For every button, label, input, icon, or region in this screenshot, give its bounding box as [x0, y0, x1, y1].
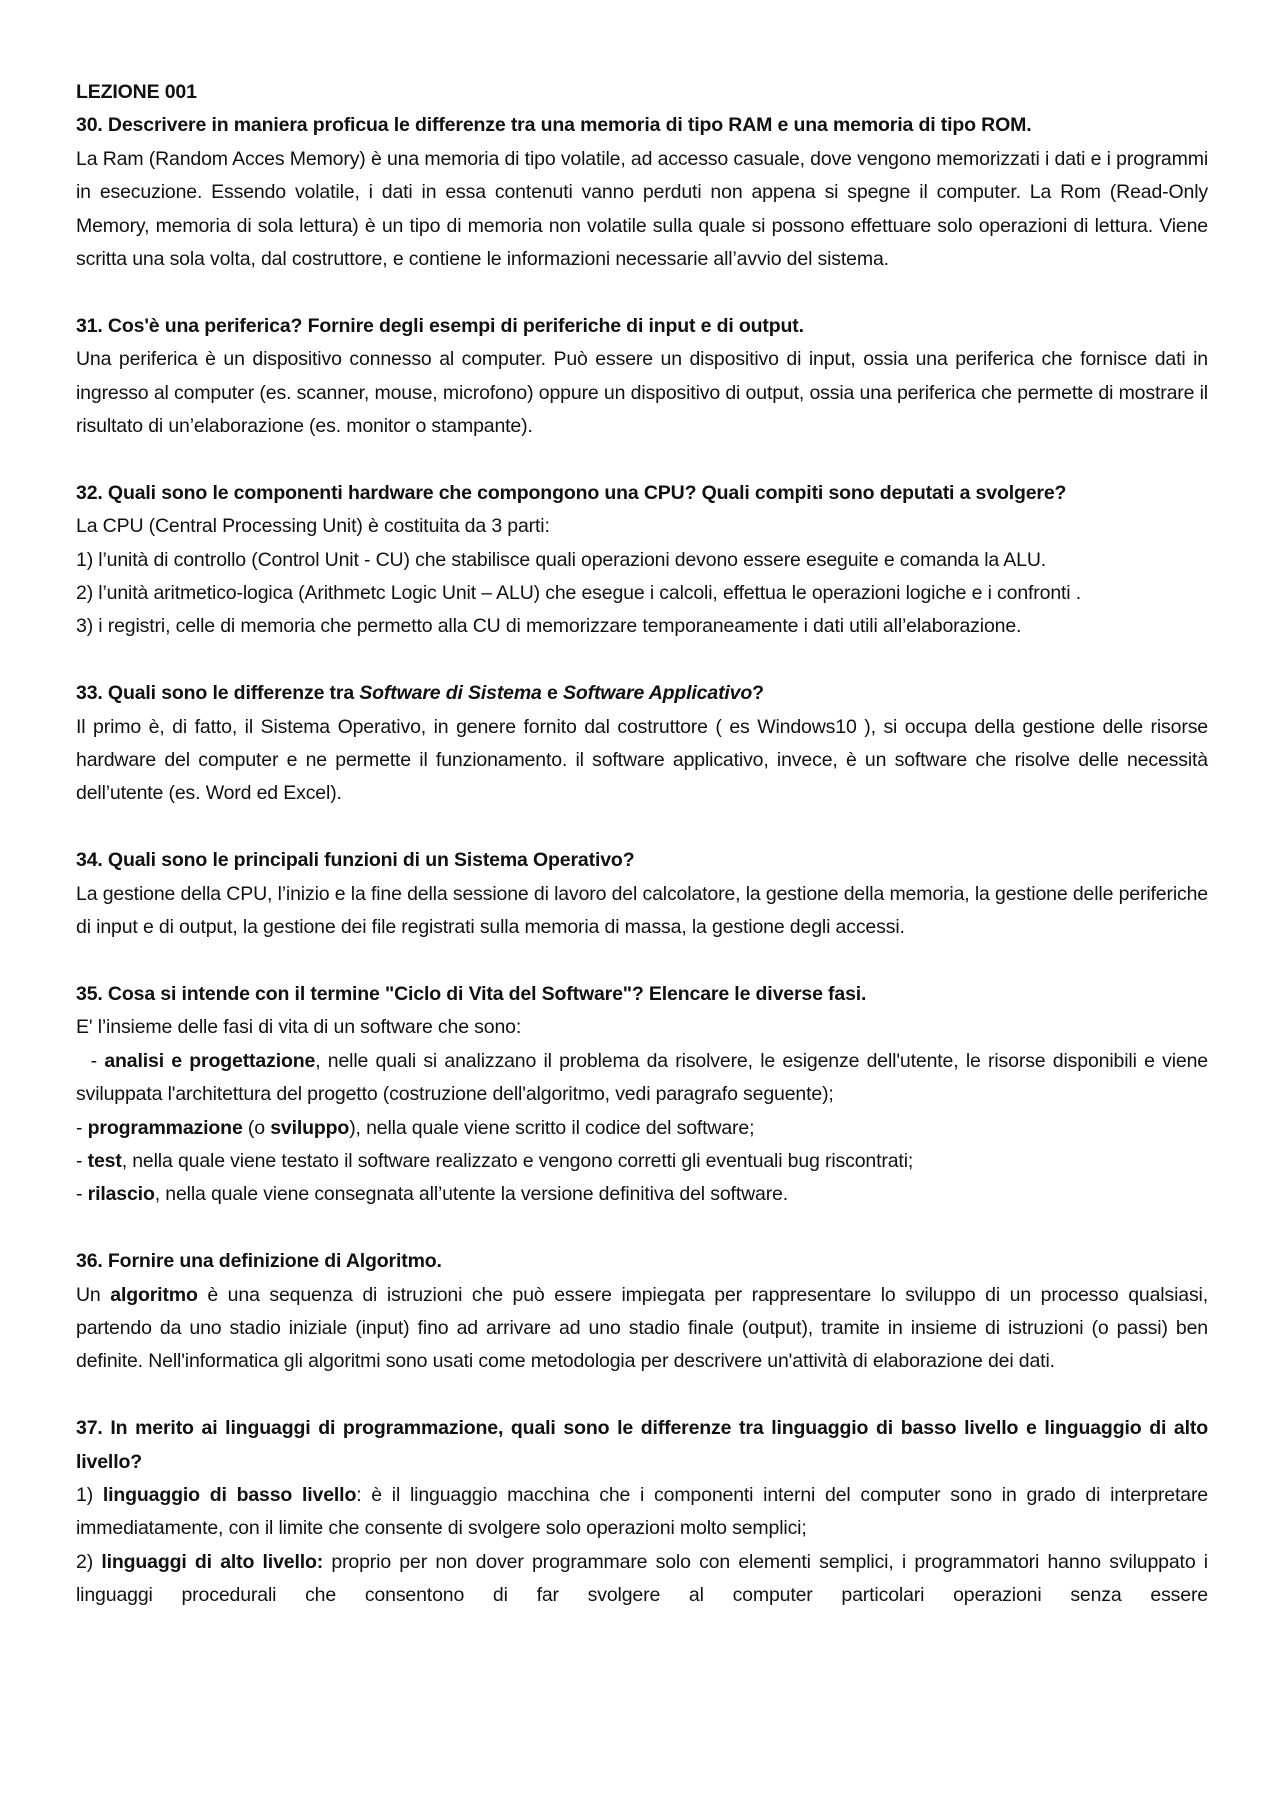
spacer: [76, 644, 1208, 677]
phase-2-mid: (o: [242, 1116, 271, 1139]
question-33-term-system-software: Software di Sistema: [359, 682, 542, 705]
spacer: [76, 443, 1208, 476]
question-32: 32. Quali sono le componenti hardware che compongono una CPU? Quali compiti sono deputati a svolgere?: [76, 481, 1067, 504]
answer-32-item-3: 3) i registri, celle di memoria che permetto alla CU di memorizzare temporaneamente i dati utili all’elaborazione.: [76, 615, 1022, 638]
phase-1-prefix: -: [76, 1049, 105, 1072]
answer-35-phase-1: [76, 1045, 1208, 1112]
answer-34: La gestione della CPU, l’inizio e la fine della sessione di lavoro del calcolatore, la gestione della memoria, la gestione delle periferiche di input e di output, la gestione dei file registrati sulla memoria di massa, la gestione degli accessi.: [76, 882, 1208, 939]
answer-36-text: è una sequenza di istruzioni che può essere impiegata per rappresentare lo sviluppo di un processo qualsiasi, partendo da uno stadio iniziale (input) fino ad arrivare ad uno stadio finale (output), tramite in insieme di istruzioni (o passi) ben definite. Nell'informatica gli algoritmi sono usati come metodologia per descrivere un'attività di elaborazione dei dati.: [76, 1283, 1208, 1373]
phase-1-text: , nelle quali si analizzano il problema da risolvere, le esigenze dell'utente, le risorse disponibili e viene sviluppata l'architettura del progetto (costruzione dell'algoritmo, vedi paragrafo seguente);: [76, 1049, 1208, 1106]
lesson-title: LEZIONE 001: [76, 81, 197, 103]
question-33-prefix: 33. Quali sono le differenze tra: [76, 682, 360, 705]
phase-3-text: , nella quale viene testato il software realizzato e vengono corretti gli eventuali bug riscontrati;: [121, 1149, 914, 1172]
phase-3-term: test: [87, 1149, 122, 1172]
answer-33: Il primo è, di fatto, il Sistema Operativo, in genere fornito dal costruttore ( es Windows10 ), si occupa della gestione delle risorse hardware del computer e ne permette il funzionamento. il software applicativo, invece, è un software che risolve delle necessità dell’utente (es. Word ed Excel).: [76, 715, 1208, 805]
phase-4-prefix: -: [76, 1183, 88, 1206]
phase-4-term: rilascio: [87, 1183, 155, 1206]
question-33: [76, 677, 1208, 710]
question-35: 35. Cosa si intende con il termine "Ciclo di Vita del Software"? Elencare le diverse fasi.: [76, 982, 867, 1005]
answer-37-item-1: [76, 1479, 1208, 1546]
spacer: [76, 811, 1208, 844]
question-33-mid: e: [541, 682, 563, 705]
question-37: 37. In merito ai linguaggi di programmazione, quali sono le differenze tra linguaggio di basso livello e linguaggio di alto livello?: [76, 1417, 1208, 1473]
question-33-term-application-software: Software Applicativo: [563, 682, 753, 705]
answer-32-item-2: 2) l’unità aritmetico-logica (Arithmetc Logic Unit – ALU) che esegue i calcoli, effettua le operazioni logiche e i confronti .: [76, 582, 1082, 605]
answer-35-phase-2: [76, 1112, 1208, 1145]
answer-31: Una periferica è un dispositivo connesso al computer. Può essere un dispositivo di input, ossia una periferica che fornisce dati in ingresso al computer (es. scanner, mouse, microfono) oppure un dispositivo di output, ossia una periferica che permette di mostrare il risultato di un’elaborazione (es. monitor o stampante).: [76, 348, 1208, 438]
phase-1-term: analisi e progettazione: [104, 1049, 316, 1072]
question-33-suffix: ?: [752, 682, 764, 705]
item-2-term: linguaggi di alto livello:: [101, 1550, 324, 1573]
question-31: 31. Cos'è una periferica? Fornire degli esempi di periferiche di input e di output.: [76, 314, 804, 337]
answer-32-intro: La CPU (Central Processing Unit) è costituita da 3 parti:: [76, 515, 550, 538]
spacer: [76, 1212, 1208, 1245]
answer-35-phase-3: [76, 1145, 1208, 1178]
answer-36-prefix: Un: [76, 1283, 111, 1306]
answer-35-phase-4: [76, 1178, 1208, 1211]
item-1-prefix: 1): [76, 1483, 103, 1506]
phase-3-prefix: -: [76, 1149, 88, 1172]
answer-37-item-2: [76, 1546, 1208, 1613]
phase-2-text: ), nella quale viene scritto il codice del software;: [349, 1116, 755, 1139]
item-1-text: : è il linguaggio macchina che i componenti interni del computer sono in grado di interpretare immediatamente, con il limite che consente di svolgere solo operazioni molto semplici;: [76, 1483, 1209, 1540]
answer-35-intro: E' l’insieme delle fasi di vita di un software che sono:: [76, 1016, 522, 1039]
spacer: [76, 945, 1208, 978]
phase-4-text: , nella quale viene consegnata all’utente la versione definitiva del software.: [154, 1183, 789, 1206]
answer-30: La Ram (Random Acces Memory) è una memoria di tipo volatile, ad accesso casuale, dove vengono memorizzati i dati e i programmi in esecuzione. Essendo volatile, i dati in essa contenuti vanno perduti non appena si spegne il computer. La Rom (Read-Only Memory, memoria di sola lettura) è un tipo di memoria non volatile sulla quale si possono effettuare solo operazioni di lettura. Viene scritta una sola volta, dal costruttore, e contiene le informazioni necessarie all’avvio del sistema.: [76, 147, 1208, 271]
question-30: 30. Descrivere in maniera proficua le differenze tra una memoria di tipo RAM e una memoria di tipo ROM.: [76, 114, 1032, 137]
spacer: [76, 1379, 1208, 1412]
phase-2-term: programmazione: [87, 1116, 243, 1139]
item-1-term: linguaggio di basso livello: [102, 1483, 357, 1506]
question-36: 36. Fornire una definizione di Algoritmo.: [76, 1250, 442, 1273]
answer-36: [76, 1279, 1208, 1379]
item-2-text: proprio per non dover programmare solo con elementi semplici, i programmatori hanno sviluppato i linguaggi procedurali che consentono di far svolgere al computer particolari operazioni senza essere: [76, 1550, 1208, 1607]
answer-36-term: algoritmo: [110, 1283, 198, 1306]
item-2-prefix: 2): [76, 1550, 102, 1573]
phase-2-prefix: -: [76, 1116, 88, 1139]
question-34: 34. Quali sono le principali funzioni di un Sistema Operativo?: [76, 849, 635, 872]
answer-32-item-1: 1) l’unità di controllo (Control Unit - CU) che stabilisce quali operazioni devono essere eseguite e comanda la ALU.: [76, 548, 1047, 571]
phase-2-term-2: sviluppo: [270, 1116, 350, 1139]
spacer: [76, 276, 1208, 309]
